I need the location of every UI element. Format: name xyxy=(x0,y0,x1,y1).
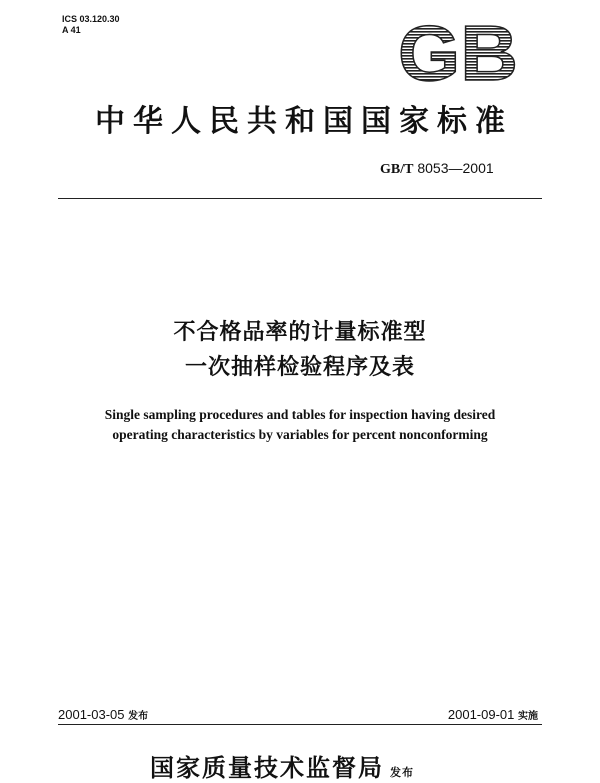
chinese-title-line-1: 不合格品率的计量标准型 xyxy=(173,320,427,345)
publisher-name: 国家质量技术监督局 xyxy=(150,753,384,782)
standard-code: 8053—2001 xyxy=(417,160,494,176)
gb-logo-icon xyxy=(396,16,520,86)
implement-date: 2001-09-01 xyxy=(447,707,515,722)
ics-line-2: A 41 xyxy=(62,25,81,35)
national-standard-title: 中华人民共和国国家标准 xyxy=(95,104,513,139)
implement-label: 实施 xyxy=(518,711,538,722)
publisher xyxy=(150,748,414,783)
english-title-line-1: Single sampling procedures and tables for inspection having desired xyxy=(104,407,496,422)
implement-date-block xyxy=(448,707,538,722)
gb-logo-text: GB xyxy=(398,16,518,86)
standard-prefix: GB/T xyxy=(380,162,414,177)
chinese-title-line-2: 一次抽样检验程序及表 xyxy=(184,355,415,380)
header-divider xyxy=(58,198,542,199)
standard-number xyxy=(380,160,494,178)
issue-date: 2001-03-05 xyxy=(58,707,125,722)
english-title xyxy=(40,405,560,445)
publisher-label: 发布 xyxy=(390,766,414,779)
issue-label: 发布 xyxy=(128,711,149,722)
issue-date-block xyxy=(58,707,148,722)
ics-code xyxy=(62,14,120,36)
footer-divider xyxy=(58,724,542,725)
ics-line-1: ICS 03.120.30 xyxy=(62,14,120,24)
english-title-line-2: operating characteristics by variables for percent nonconforming xyxy=(112,427,488,442)
